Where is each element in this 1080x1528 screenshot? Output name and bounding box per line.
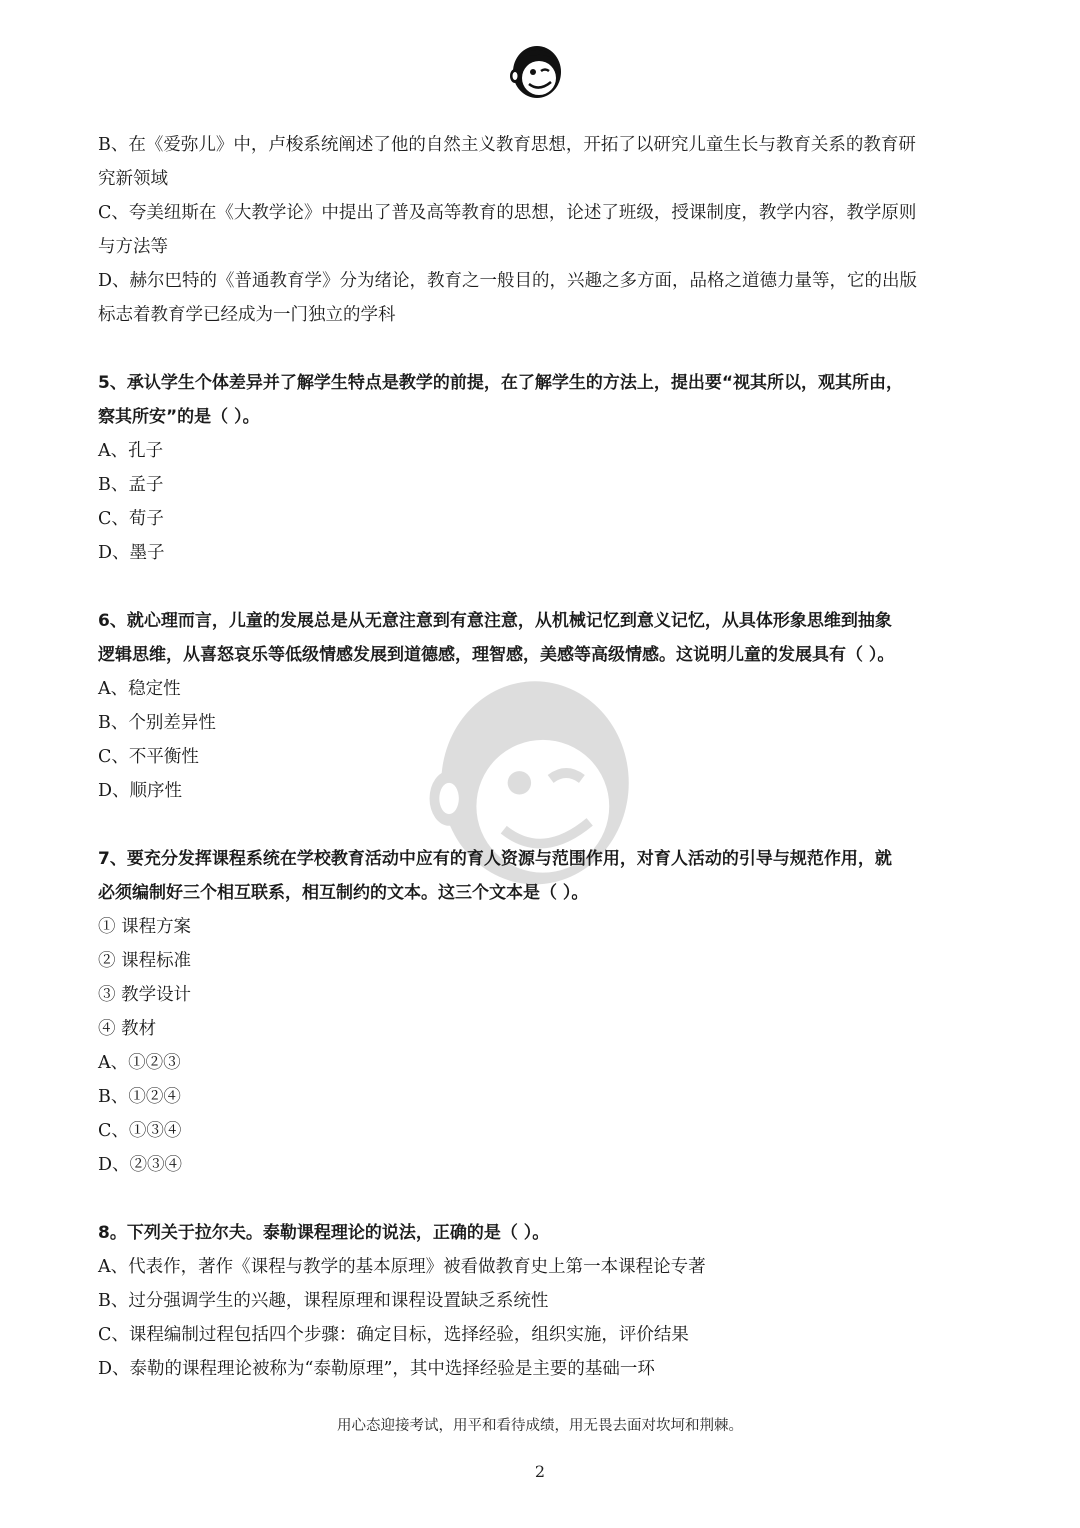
question-7-title: 必须编制好三个相互联系，相互制约的文本。这三个文本是（ ）。: [98, 883, 589, 903]
continuation-line: 与方法等: [98, 237, 168, 257]
question-6-option: C、不平衡性: [98, 747, 199, 767]
page-number: 2: [534, 1462, 546, 1481]
question-6-option: B、个别差异性: [98, 713, 216, 733]
question-5-option: A、孔子: [98, 441, 164, 461]
question-7-option: C、①③④: [98, 1121, 182, 1141]
question-7-option: A、①②③: [98, 1053, 181, 1073]
question-7-item: ① 课程方案: [98, 917, 192, 937]
question-8-option: C、课程编制过程包括四个步骤：确定目标，选择经验，组织实施，评价结果: [98, 1325, 689, 1345]
monkey-mascot-icon: [505, 38, 569, 102]
question-5-title: 5、承认学生个体差异并了解学生特点是教学的前提，在了解学生的方法上，提出要“视其所以，观其所由，: [98, 373, 903, 393]
question-7-item: ③ 教学设计: [98, 985, 192, 1005]
continuation-line: D、赫尔巴特的《普通教育学》分为绪论，教育之一般目的，兴趣之多方面，品格之道德力量等，它的出版: [98, 271, 918, 291]
question-5-option: D、墨子: [98, 543, 165, 563]
question-8-option: B、过分强调学生的兴趣，课程原理和课程设置缺乏系统性: [98, 1291, 549, 1311]
continuation-line: 标志着教育学已经成为一门独立的学科: [98, 305, 396, 325]
question-5-title: 察其所安”的是（ ）。: [98, 407, 260, 427]
question-8-option: D、泰勒的课程理论被称为“泰勒原理”，其中选择经验是主要的基础一环: [98, 1359, 655, 1379]
question-6-title: 6、就心理而言，儿童的发展总是从无意注意到有意注意，从机械记忆到意义记忆，从具体形象思维到抽象: [98, 611, 892, 631]
question-7-title: 7、要充分发挥课程系统在学校教育活动中应有的育人资源与范围作用，对育人活动的引导与规范作用，就: [98, 849, 892, 869]
continuation-line: 究新领域: [98, 169, 168, 189]
continuation-line: C、夸美纽斯在《大教学论》中提出了普及高等教育的思想，论述了班级，授课制度，教学内容，教学原则: [98, 203, 917, 223]
question-5-option: C、荀子: [98, 509, 164, 529]
question-6-option: D、顺序性: [98, 781, 183, 801]
question-7-option: B、①②④: [98, 1087, 181, 1107]
continuation-line: B、在《爱弥儿》中，卢梭系统阐述了他的自然主义教育思想，开拓了以研究儿童生长与教育关系的教育研: [98, 135, 916, 155]
question-6-option: A、稳定性: [98, 679, 181, 699]
document-content: [98, 128, 988, 1386]
question-7-option: D、②③④: [98, 1155, 183, 1175]
question-6-title: 逻辑思维，从喜怒哀乐等低级情感发展到道德感，理智感，美感等高级情感。这说明儿童的发展具有（ ）。: [98, 645, 895, 665]
question-5-option: B、孟子: [98, 475, 164, 495]
question-8-option: A、代表作，著作《课程与教学的基本原理》被看做教育史上第一本课程论专著: [98, 1257, 706, 1277]
question-7-item: ② 课程标准: [98, 951, 192, 971]
footer-motto: 用心态迎接考试，用平和看待成绩，用无畏去面对坎坷和荆棘。: [337, 1418, 743, 1434]
question-8-title: 8。下列关于拉尔夫。泰勒课程理论的说法，正确的是（ ）。: [98, 1223, 550, 1243]
question-7-item: ④ 教材: [98, 1019, 157, 1039]
